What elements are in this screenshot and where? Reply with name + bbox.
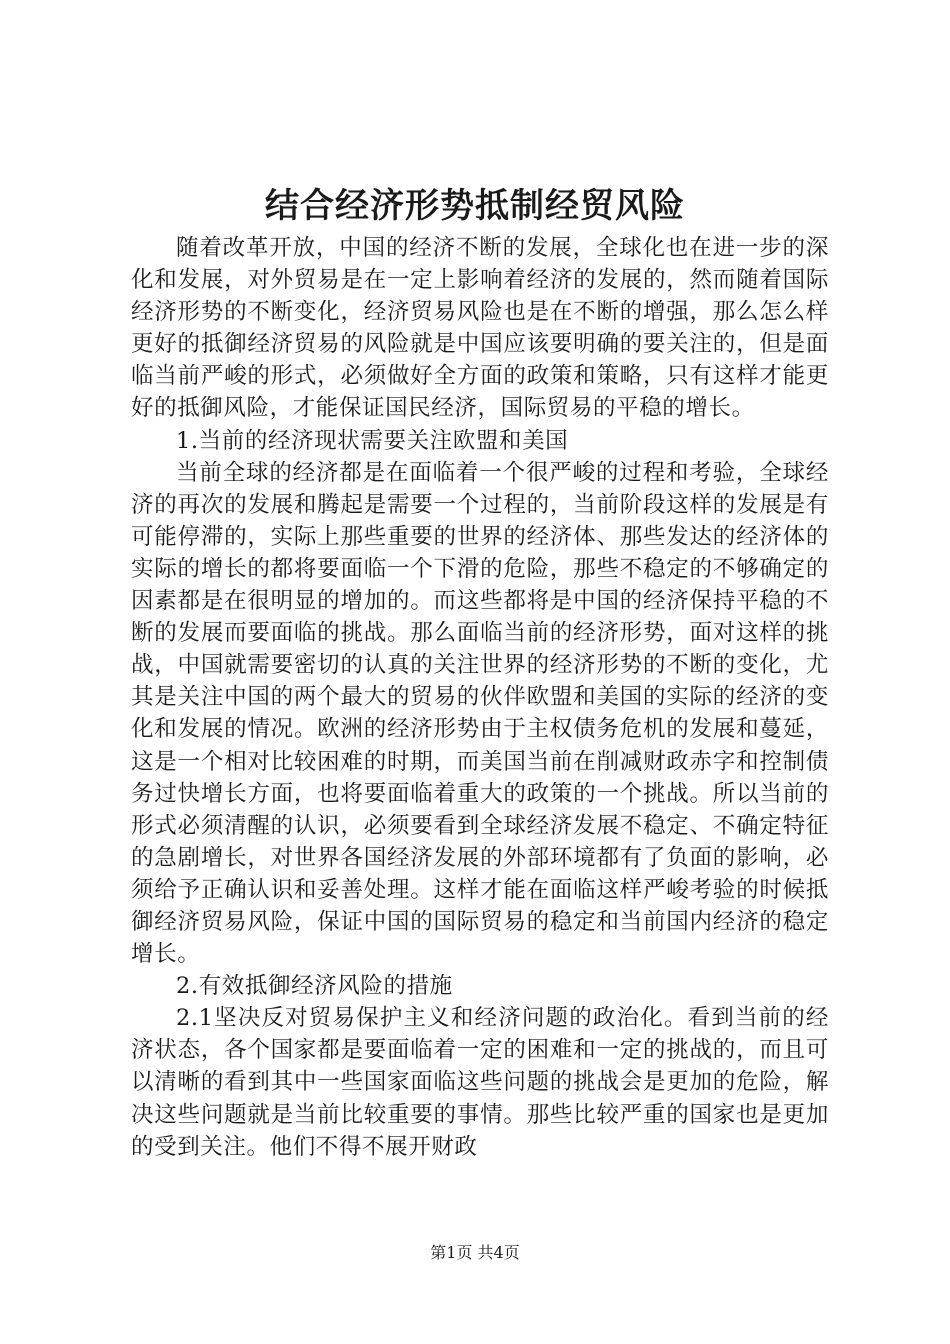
section-heading-2: 2.有效抵御经济风险的措施 [176, 973, 453, 1000]
document-body [131, 232, 829, 1163]
page-number-footer: 第1页 共4页 [430, 1243, 520, 1262]
section-1-paragraph: 当前全球的经济都是在面临着一个很严峻的过程和考验，全球经济的再次的发展和腾起是需要一个过程的，当前阶段这样的发展是有可能停滞的，实际上那些重要的世界的经济体、那些发达的经济体的实际的增长的都将要面临一个下滑的危险，那些不稳定的不够确定的因素都是在很明显的增加的。而这些都将是中国的经济保持平稳的不断的发展而要面临的挑战。那么面临当前的经济形势，面对这样的挑战，中国就需要密切的认真的关注世界的经济形势的不断的变化，尤其是关注中国的两个最大的贸易的伙伴欧盟和美国的实际的经济的变化和发展的情况。欧洲的经济形势由于主权债务危机的发展和蔓延，这是一个相对比较困难的时期，而美国当前在削减财政赤字和控制债务过快增长方面，也将要面临着重大的政策的一个挑战。所以当前的形式必须清醒的认识，必须要看到全球经济发展不稳定、不确定特征的急剧增长，对世界各国经济发展的外部环境都有了负面的影响，必须给予正确认识和妥善处理。这样才能在面临这样严峻考验的时候抵御经济贸易风险，保证中国的国际贸易的稳定和当前国内经济的稳定增长。 [131, 459, 829, 968]
intro-paragraph: 随着改革开放，中国的经济不断的发展，全球化也在进一步的深化和发展，对外贸易是在一定上影响着经济的发展的，然而随着国际经济形势的不断变化，经济贸易风险也是在不断的增强，那么怎么样更好的抵御经济贸易的风险就是中国应该要明确的要关注的，但是面临当前严峻的形式，必须做好全方面的政策和策略，只有这样才能更好的抵御风险，才能保证国民经济，国际贸易的平稳的增长。 [131, 235, 829, 422]
section-2-1-paragraph: 2.1坚决反对贸易保护主义和经济问题的政治化。看到当前的经济状态，各个国家都是要面临着一定的困难和一定的挑战的，而且可以清晰的看到其中一些国家面临这些问题的挑战会是更加的危险，解决这些问题就是当前比较重要的事情。那些比较严重的国家也是更加的受到关注。他们不得不展开财政 [131, 1005, 829, 1160]
document-title: 结合经济形势抵制经贸风险 [265, 186, 685, 226]
section-heading-1: 1.当前的经济现状需要关注欧盟和美国 [176, 427, 569, 454]
